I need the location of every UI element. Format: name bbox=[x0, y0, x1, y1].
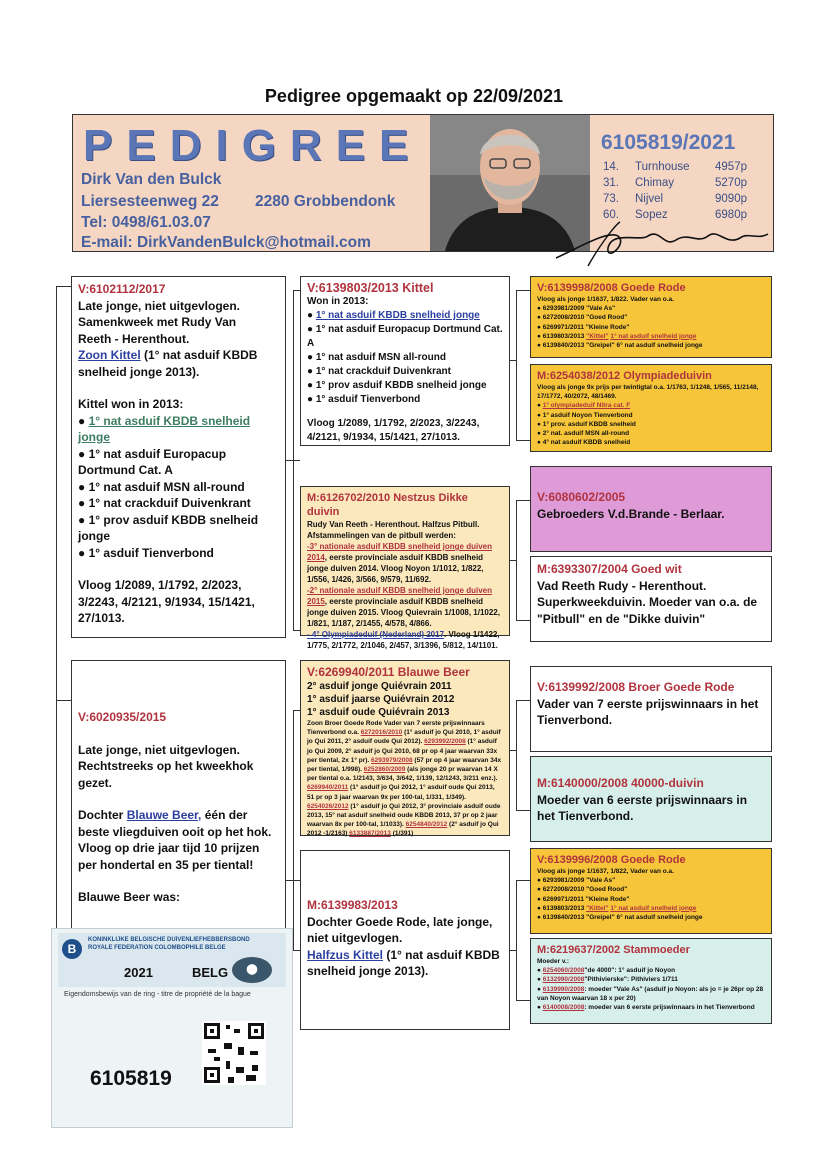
gm1-text-3: . Vloog 1/1422, 1/775, 2/1772, 2/1046, 2/457, 3/1396, 5/812, 14/1101. bbox=[307, 630, 500, 650]
gf2-id: V:6269940/2011 Blauwe Beer bbox=[307, 665, 470, 679]
ggm4-text-3: : moeder "Vale As" (asduif jo Noyon: als jo = je 26pr op 28 van Noyon waarvan 18 x per 20) bbox=[537, 985, 764, 1002]
gf1-won-link[interactable]: 1° nat asduif KBDB snelheid jonge bbox=[315, 310, 480, 321]
owner-city: 2280 Grobbendonk bbox=[255, 193, 396, 210]
grandfather-1-box: V:6139803/2013 Kittel Won in 2013: ● 1° nat asduif KBDB snelheid jonge ● 1° nat asduif Europacup Dortmund Cat. A ● 1° nat asduif MSN all-round ● 1° nat crackduif Duivenkrant ● 1° prov asduif KBDB snelheid jonge ● 1° asduif Tienverbond Vloog 1/2089, 1/1792, 2/2023, 3/2243, 4/2121, 9/1934, 15/1421, 27/1013. bbox=[300, 276, 510, 446]
card-year: 2021 bbox=[124, 965, 153, 980]
ggm4-link-1[interactable]: 6254060/2008 bbox=[542, 967, 585, 975]
ggm1-item: ● 1° prov. asduif KBDB snelheid bbox=[537, 420, 636, 428]
halfzus-kittel-link[interactable]: Halfzus Kittel bbox=[307, 947, 384, 962]
gf2-line: 2° asduif jonge Quiévrain 2011 bbox=[307, 681, 452, 692]
ggm4-link-2[interactable]: 6132990/2008 bbox=[542, 976, 585, 984]
ggm4-box: M:6219637/2002 Stammoeder Moeder v.: ● 6254060/2008"de 4000": 1° asduif jo Noyon ● 6132990/2008"Pithivierske": Pithiviers 1/711 ● 6139990/2008: moeder "Vale As" (asduif jo Noyon: als jo = je 26pr op 28 van Noyon waarvan 18 x per 20) ● 6140008/2008: moeder van 6 eerste prijswinnaars in het Tienverbond bbox=[530, 938, 772, 1024]
kittel-won-item: ● 1° nat crackduif Duivenkrant bbox=[78, 496, 251, 510]
grandmother-2-box bbox=[300, 850, 510, 1030]
zoon-kittel-link[interactable]: Zoon Kittel bbox=[78, 348, 141, 362]
ggf1-item: ● 6293981/2009 "Vale As" bbox=[537, 305, 616, 313]
result-row: 73. Nijvel 9090p bbox=[603, 193, 747, 205]
owner-street: Liersesteenweg 22 bbox=[81, 193, 219, 210]
gf1-item: ● 1° prov asduif KBDB snelheid jonge bbox=[307, 380, 487, 391]
ggm1-intro: Vloog als jonge 9x prijs per twintigtal o.a. 1/1763, 1/1248, 1/565, 11/2148, 17/1772, 40/2072, 48/1469. bbox=[537, 384, 759, 401]
kittel-won-item: ● 1° nat asduif Europacup Dortmund Cat. A bbox=[78, 446, 227, 477]
ggf1-item: ● 6139803/2013 "Kittel" 1° nat asduif snelheid jonge bbox=[537, 332, 697, 340]
gf1-won: Won in 2013: bbox=[307, 296, 369, 307]
mother-id: V:6020935/2015 bbox=[78, 710, 167, 724]
ggf4-intro: Vloog als jonge 1/1637, 1/822, Vader van o.a. bbox=[537, 868, 674, 875]
gf2-line: 1° asduif jaarse Quiévrain 2012 bbox=[307, 694, 455, 705]
ggm2-text: Vad Reeth Rudy - Herenthout. Superkweekduivin. Moeder van o.a. de "Pitbull" en de "Dikke duivin" bbox=[537, 578, 758, 626]
result-row: 60. Sopez 6980p bbox=[603, 209, 747, 221]
father-vloog: Vloog 1/2089, 1/1792, 2/2023, 3/2243, 4/2121, 9/1934, 15/1421, 27/1013. bbox=[78, 578, 255, 625]
gm2-text: Dochter Goede Rode, late jonge, niet uitgevlogen. bbox=[307, 914, 493, 945]
ggm4-text-1: "de 4000": 1° asduif jo Noyon bbox=[584, 967, 676, 975]
gf2-detail: Zoon Broer Goede Rode Vader van 7 eerste prijswinnaars Tienverbond o.a. 6272016/2010 (1° asduif jo Qui 2010, 1° asduif jo Qui 2011, 2° asduif oude Qui 2012). 6293992/2008 (1° asduif jo Qui 2009, 2° asduif jo Qui 2010, 68 pr op 4 jaar waarvan 33x per tiental, 2x 1° pr). 6293979/2008 (57 pr op 4 jaar waarvan 34x per tiental, 1/998). 6252860/2009 (als jonge 20 pr waarvan 14 X per tiental o.a. 1/2143, 3/634, 3/642, 1/139, 12/1243, 3/211 enz.). 6269940/2011 (1° asduif jo Qui 2012, 1° asduif oude Qui 2013, 51 pr op 3 jaar waarvan 9x per 100-tal, 1/331, 1/349). 6254026/2012 (1° asduif jo Qui 2012, 3° provinciale asduif oude 2013, 15° nat asduif snelheid oude KBDB 2013, 37 pr op 2 jaar waarvan 8x per 100-tal, 1/1033). 6254840/2012 (2° asduif jo Qui 2012 -1/2163) 6133887/2013 (1/391) bbox=[307, 720, 502, 838]
father-line: Reeth - Herenthout. bbox=[78, 331, 190, 346]
gf1-vloog: Vloog 1/2089, 1/1792, 2/2023, 3/2243, 4/2121, 9/1934, 15/1421, 27/1013. bbox=[307, 418, 480, 443]
gf1-item: ● 1° nat asduif MSN all-round bbox=[307, 352, 446, 363]
owner-name: Dirk Van den Bulck bbox=[81, 171, 222, 188]
gm1-text-1: , eerste provinciale asduif KBDB snelheid jonge duiven 2014. Vloog Noyon 1/1012, 1/822, 1/556, 1/426, 3/566, 9/579, 11/692. bbox=[307, 553, 484, 584]
ggm2-id: M:6393307/2004 Goed wit bbox=[537, 562, 682, 576]
ggf1-item: ● 6269971/2011 "Kleine Rode" bbox=[537, 323, 630, 331]
gm1-text-2: , eerste provinciale asduif KBDB snelheid jonge duiven 2015. Vloog Quievrain 1/1008, 1/1022, 1/821, 1/187, 2/1455, 4/578, 4/866. bbox=[307, 597, 500, 628]
results-list bbox=[603, 159, 747, 223]
father-line: Samenkweek met Rudy Van bbox=[78, 315, 237, 329]
ggf3-box bbox=[530, 666, 772, 752]
ggm1-id: M:6254038/2012 Olympiadeduivin bbox=[537, 370, 712, 382]
ggm1-item: ● 1° asduif Noyon Tienverbond bbox=[537, 411, 633, 419]
card-country: BELG bbox=[192, 965, 229, 980]
kittel-won-item: ● 1° prov asduif KBDB snelheid jonge bbox=[78, 512, 259, 543]
mother-doch-prefix: Dochter bbox=[78, 808, 124, 822]
ggm4-id: M:6219637/2002 Stammoeder bbox=[537, 944, 690, 956]
ggm3-id: M:6140000/2008 40000-duivin bbox=[537, 776, 704, 790]
ring-number: 6105819/2021 bbox=[601, 131, 736, 154]
qr-code-icon bbox=[202, 1021, 266, 1085]
owner-email: E-mail: DirkVandenBulck@hotmail.com bbox=[81, 234, 371, 251]
ggm4-link-3[interactable]: 6139990/2008 bbox=[542, 985, 585, 993]
mother-doch-text: één der beste vliegduiven ooit op het hok. Vloog op drie jaar tijd 10 prijzen per hondertal en 35 per tiental! bbox=[78, 808, 272, 872]
ggm4-text-2: "Pithivierske": Pithiviers 1/711 bbox=[584, 976, 678, 984]
ggf4-item: ● 6139840/2013 "Greipel" 6° nat asduif snelheid jonge bbox=[537, 914, 703, 922]
owner-phone: Tel: 0498/61.03.07 bbox=[81, 214, 211, 231]
ggm4-text-4: : moeder van 6 eerste prijswinnaars in het Tienverbond bbox=[584, 1004, 755, 1012]
ggf1-box bbox=[530, 276, 772, 358]
ggf2-id: V:6080602/2005 bbox=[537, 490, 626, 504]
ggf4-item: ● 6293981/2009 "Vale As" bbox=[537, 877, 616, 885]
ggf2-text: Gebroeders V.d.Brande - Berlaar. bbox=[537, 506, 725, 521]
ggm4-link-4[interactable]: 6140008/2008 bbox=[542, 1004, 585, 1012]
ggm1-item: ● 2° nat. asduif MSN all-round bbox=[537, 430, 630, 438]
ggm4-intro: Moeder v.: bbox=[537, 958, 570, 965]
signature bbox=[548, 218, 778, 268]
ggm1-olympiade-link[interactable]: 1° olympiadeduif Nitra cat. F bbox=[542, 402, 631, 410]
blauwe-beer-title: Blauwe Beer was: bbox=[78, 890, 181, 904]
ring-emblem-icon: ⬤ bbox=[232, 957, 272, 983]
ggf4-item: ● 6139803/2013 "Kittel" 1° nat asduif snelheid jonge bbox=[537, 904, 697, 912]
ggf1-item: ● 6272008/2010 "Goed Rood" bbox=[537, 314, 628, 322]
gm2-id: M:6139983/2013 bbox=[307, 898, 398, 912]
ggm1-box: M:6254038/2012 Olympiadeduivin Vloog als jonge 9x prijs per twintigtal o.a. 1/1763, 1/1248, 1/565, 11/2148, 17/1772, 40/2072, 48/1469. ● 1° olympiadeduif Nitra cat. F ● 1° asduif Noyon Tienverbond ● 1° prov. asduif KBDB snelheid ● 2° nat. asduif MSN all-round ● 4° nat asduif KBDB snelheid bbox=[530, 364, 772, 452]
brand-title: PEDIGREE bbox=[83, 121, 423, 170]
ggf2-box bbox=[530, 466, 772, 552]
kittel-won-title: Kittel won in 2013: bbox=[78, 397, 184, 411]
father-line: Late jonge, niet uitgevlogen. bbox=[78, 298, 241, 313]
ggf1-item: ● 6139840/2013 "Greipel" 6° nat asduif snelheid jonge bbox=[537, 342, 703, 350]
document-title: Pedigree opgemaakt op 22/09/2021 bbox=[264, 86, 564, 106]
ggm1-item: ● 4° nat asduif KBDB snelheid bbox=[537, 439, 631, 447]
gm1-id: M:6126702/2010 Nestzus Dikke duivin bbox=[307, 492, 468, 518]
ggf4-box bbox=[530, 848, 772, 934]
ggm2-box bbox=[530, 556, 772, 642]
gm1-link-3[interactable]: - 4° Olympiadeduif (Nederland) 2017 bbox=[307, 630, 445, 639]
grandmother-1-box bbox=[300, 486, 510, 650]
ggm3-text: Moeder van 6 eerste prijswinnaars in het Tienverbond. bbox=[537, 792, 748, 823]
mother-text: Late jonge, niet uitgevlogen. Rechtstreeks op het kweekhok gezet. bbox=[78, 742, 254, 790]
card-notice: Eigendomsbewijs van de ring - titre de propriété de la bague bbox=[64, 991, 251, 998]
gm1-intro: Rudy Van Reeth - Herenthout. Halfzus Pitbull. Afstammelingen van de pitbull werden: bbox=[307, 520, 480, 540]
result-row: 14. Turnhouse 4957p bbox=[603, 161, 747, 173]
federation-logo-icon: B bbox=[62, 939, 82, 959]
card-ring-number: 6105819 bbox=[90, 1067, 172, 1090]
ggf4-item: ● 6269971/2011 "Kleine Rode" bbox=[537, 895, 630, 903]
gm1-link-2[interactable]: -2° nationale asduif KBDB snelheid jonge duiven 2015 bbox=[307, 586, 492, 606]
kittel-won-item: ● 1° nat asduif MSN all-round bbox=[78, 479, 245, 494]
ring-ownership-card bbox=[51, 928, 293, 1128]
gm1-link-1[interactable]: -3° nationale asduif KBDB snelheid jonge duiven 2014 bbox=[307, 542, 492, 562]
ggf4-id: V:6139996/2008 Goede Rode bbox=[537, 854, 686, 866]
ggf1-intro: Vloog als jonge 1/1637, 1/822. Vader van o.a. bbox=[537, 296, 674, 303]
gm2-rest: (1° nat asduif KBDB snelheid jonge 2013). bbox=[307, 947, 500, 978]
gf1-item: ● 1° nat crackduif Duivenkrant bbox=[307, 366, 451, 377]
ggf4-item: ● 6272008/2010 "Goed Rood" bbox=[537, 886, 628, 894]
gf1-id: V:6139803/2013 Kittel bbox=[307, 281, 434, 295]
blauwe-beer-link[interactable]: Blauwe Beer, bbox=[126, 808, 202, 822]
ggf3-id: V:6139992/2008 Broer Goede Rode bbox=[537, 680, 735, 694]
gf1-item: ● 1° asduif Tienverbond bbox=[307, 394, 421, 405]
ggf3-text: Vader van 7 eerste prijswinnaars in het Tienverbond. bbox=[537, 696, 759, 727]
father-box: V:6102112/2017 Late jonge, niet uitgevlogen. Samenkweek met Rudy Van Reeth - Herenthout. Zoon Kittel (1° nat asduif KBDB snelheid jonge 2013). Kittel won in 2013: ● 1° nat asduif KBDB snelheid jonge ● 1° nat asduif Europacup Dortmund Cat. A ● 1° nat asduif MSN all-round ● 1° nat crackduif Duivenkrant ● 1° prov asduif KBDB snelheid jonge ● 1° asduif Tienverbond Vloog 1/2089, 1/1792, 2/2023, 3/2243, 4/2121, 9/1934, 15/1421, 27/1013. bbox=[71, 276, 286, 638]
zoon-kittel-text: (1° nat asduif KBDB snelheid jonge 2013). bbox=[78, 348, 258, 379]
father-id: V:6102112/2017 bbox=[78, 282, 166, 296]
grandfather-2-box bbox=[300, 660, 510, 836]
ggf1-id: V:6139998/2008 Goede Rode bbox=[537, 282, 686, 294]
result-row: 31. Chimay 5270p bbox=[603, 177, 747, 189]
mother-box bbox=[71, 660, 286, 930]
gf1-item: ● 1° nat asduif Europacup Dortmund Cat. A bbox=[307, 324, 503, 349]
ggm3-box bbox=[530, 756, 772, 842]
federation-name-nl: KONINKLIJKE BELGISCHE DUIVENLIEFHEBBERSBOND bbox=[88, 937, 250, 943]
kittel-won-item: ● 1° asduif Tienverbond bbox=[78, 545, 214, 560]
federation-name-fr: ROYALE FEDERATION COLOMBOPHILE BELGE bbox=[88, 945, 226, 951]
kittel-won-link[interactable]: 1° nat asduif KBDB snelheid jonge bbox=[78, 413, 251, 444]
gf2-line: 1° asduif oude Quiévrain 2013 bbox=[307, 707, 450, 718]
